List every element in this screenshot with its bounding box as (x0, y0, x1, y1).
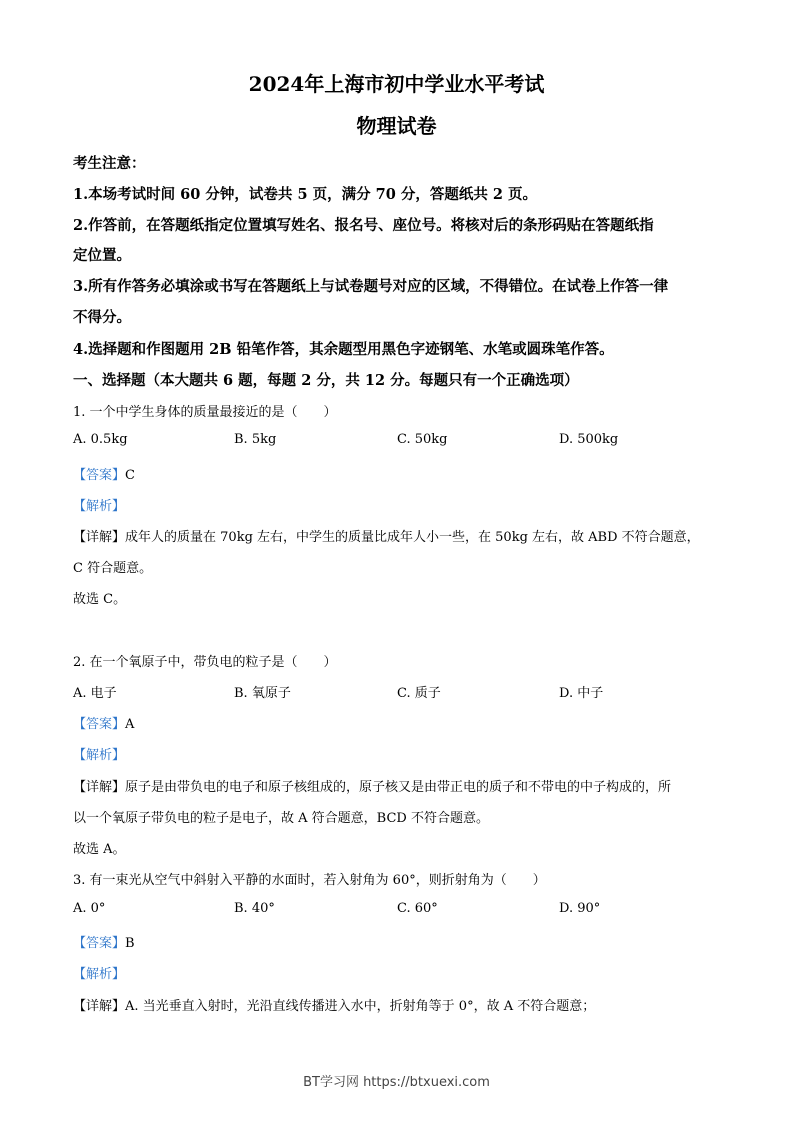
answer-line (73, 713, 134, 732)
option-a: A. 0° (73, 901, 106, 916)
detail-line (73, 526, 700, 545)
option-c: C. 50kg (397, 432, 448, 447)
answer-line (73, 932, 135, 951)
notice-item: 3.所有作答务必填涂或书写在答题纸上与试卷题号对应的区域，不得错位。在试卷上作答一律 (73, 278, 669, 295)
notice-item: 定位置。 (73, 247, 131, 264)
answer-tag: 【答案】 (73, 936, 126, 951)
detail-tag: 【详解】 (73, 780, 126, 795)
option-a: A. 0.5kg (73, 432, 128, 447)
detail-line: C 符合题意。 (73, 561, 153, 576)
option-a: A. 电子 (73, 686, 117, 701)
notice-item: 1.本场考试时间 60 分钟，试卷共 5 页，满分 70 分，答题纸共 2 页。 (73, 186, 538, 203)
site-footer-link[interactable]: BT学习网 https://btxuexi.com (303, 1075, 490, 1090)
exam-title: 2024年上海市初中学业水平考试 (248, 72, 545, 96)
notice-item: 4.选择题和作图题用 2B 铅笔作答，其余题型用黑色字迹钢笔、水笔或圆珠笔作答。 (73, 341, 614, 358)
answer-value: B (125, 936, 135, 951)
detail-line (73, 995, 595, 1014)
analysis-tag: 【解析】 (73, 967, 126, 982)
detail-tag: 【详解】 (73, 999, 126, 1014)
option-b: B. 40° (234, 901, 275, 916)
detail-text: 成年人的质量在 70kg 左右，中学生的质量比成年人小一些，在 50kg 左右，故 ABD 不符合题意， (125, 530, 700, 545)
option-d: D. 中子 (559, 686, 604, 701)
option-b: B. 氧原子 (234, 686, 291, 701)
answer-value: A (125, 717, 135, 732)
conclusion: 故选 C。 (73, 592, 127, 607)
detail-line: 以一个氧原子带负电的粒子是电子，故 A 符合题意，BCD 不符合题意。 (73, 811, 489, 826)
option-c: C. 质子 (397, 686, 441, 701)
answer-tag: 【答案】 (73, 717, 126, 732)
answer-value: C (125, 468, 135, 483)
analysis-tag: 【解析】 (73, 748, 126, 763)
notice-item: 2.作答前，在答题纸指定位置填写姓名、报名号、座位号。将核对后的条形码贴在答题纸指 (73, 217, 654, 234)
detail-line (73, 776, 671, 795)
notice-item: 不得分。 (73, 309, 131, 326)
exam-subtitle: 物理试卷 (356, 114, 437, 138)
option-d: D. 500kg (559, 432, 619, 447)
answer-line (73, 464, 135, 483)
question-stem: 1. 一个中学生身体的质量最接近的是（ ） (73, 405, 337, 420)
section-heading: 一、选择题（本大题共 6 题，每题 2 分，共 12 分。每题只有一个正确选项） (73, 372, 579, 389)
option-d: D. 90° (559, 901, 601, 916)
detail-text: 原子是由带负电的电子和原子核组成的，原子核又是由带正电的质子和不带电的中子构成的，所 (125, 780, 672, 795)
notice-heading: 考生注意： (73, 155, 146, 172)
question-stem: 2. 在一个氧原子中，带负电的粒子是（ ） (73, 655, 337, 670)
analysis-tag: 【解析】 (73, 499, 126, 514)
detail-text: A. 当光垂直入射时，光沿直线传播进入水中，折射角等于 0°，故 A 不符合题意； (125, 999, 596, 1014)
detail-tag: 【详解】 (73, 530, 126, 545)
answer-tag: 【答案】 (73, 468, 126, 483)
question-stem: 3. 有一束光从空气中斜射入平静的水面时，若入射角为 60°，则折射角为（ ） (73, 873, 546, 888)
conclusion: 故选 A。 (73, 842, 126, 857)
option-b: B. 5kg (234, 432, 277, 447)
option-c: C. 60° (397, 901, 438, 916)
